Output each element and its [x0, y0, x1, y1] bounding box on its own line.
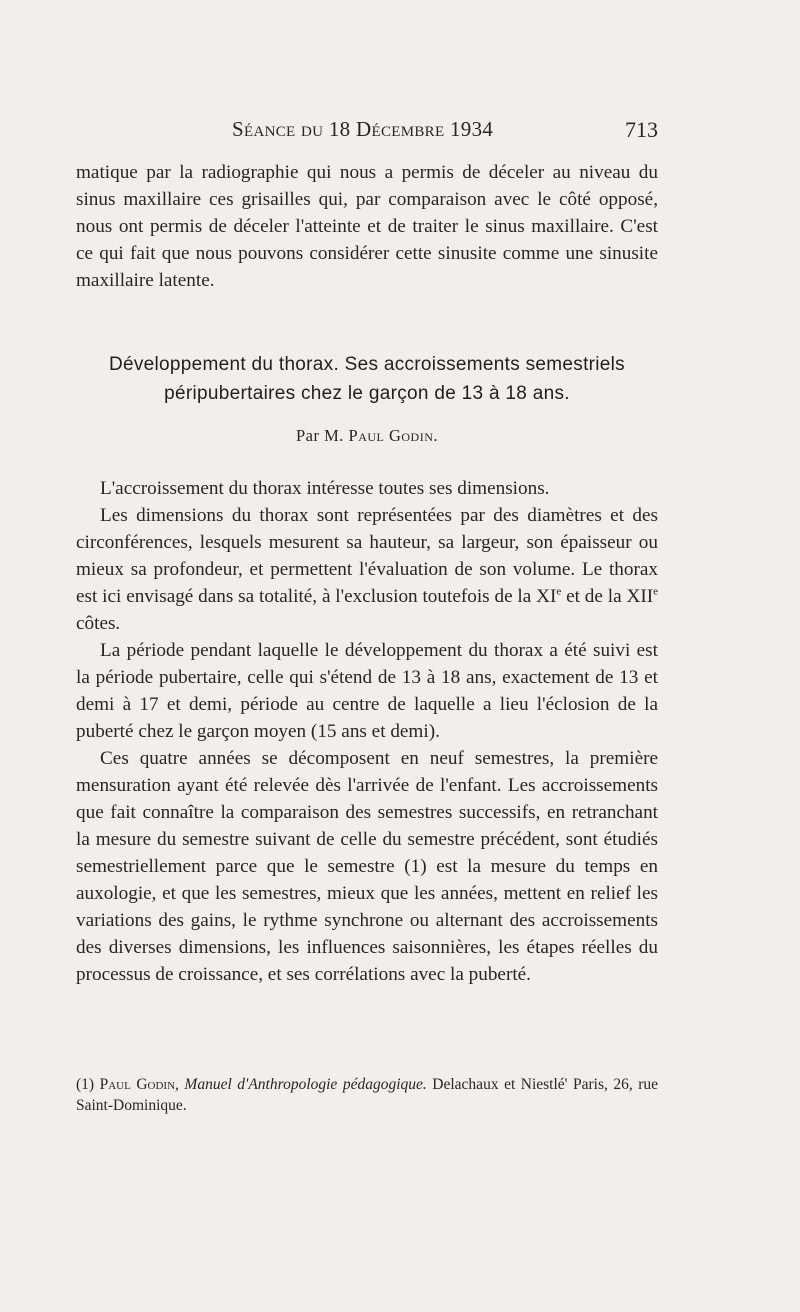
running-title-day: 18 — [328, 117, 351, 141]
superscript-e: e — [556, 585, 562, 598]
article-title-line-1: Développement du thorax. Ses accroissements semestriels — [108, 354, 625, 375]
running-title-month: Décembre — [356, 117, 445, 141]
intro-text-block — [76, 159, 658, 294]
paragraph-2 — [76, 502, 658, 637]
intro-paragraph: matique par la radiographie qui nous a permis de déceler au niveau du sinus maxillaire ces grisailles qui, par comparaison avec le côté opposé, nous ont permis de déceler l'atteinte et de traiter le sinus maxillaire. C'est ce qui fait que nous pouvons considérer cette sinusite comme une sinusite maxillaire latente. — [76, 162, 658, 291]
paragraph-2-part-c: côtes. — [76, 613, 121, 634]
article-title — [76, 350, 658, 408]
footnote — [76, 1074, 658, 1116]
paragraph-2-part-b: et de la XII — [561, 586, 654, 607]
paragraph-2-part-a: Les dimensions du thorax sont représentées par des diamètres et des circonférences, lesquels mesurent sa hauteur, sa largeur, son épaisseur ou mieux sa profondeur, et permettent l'évaluation de son volume. Le thorax est ici envisagé dans sa totalité, à l'exclusion toutefois de la XI — [76, 505, 658, 607]
paragraph-1: L'accroissement du thorax intéresse toutes ses dimensions. — [100, 478, 550, 499]
paragraph-4: Ces quatre années se décomposent en neuf semestres, la première mensuration ayant été relevée dès l'arrivée de l'enfant. Les accroissements que fait connaître la comparaison des semestres successifs, en retranchant la mesure du semestre suivant de celle du semestre précédent, sont étudiés semestriellement parce que le semestre (1) est la mesure du temps en auxologie, et que les semestres, mieux que les années, mettent en relief les variations des gains, le rythme synchrone ou alternant des accroissements des diverses dimensions, les influences saisonnières, les étapes réelles du processus de croissance, et ses corrélations avec la puberté. — [76, 748, 658, 985]
author-prefix: Par M. — [295, 426, 344, 445]
article-title-line-2: péripubertaires chez le garçon de 13 à 18 ans. — [164, 383, 570, 404]
running-header — [232, 117, 658, 145]
author-name: Paul Godin. — [348, 426, 439, 445]
article-author — [76, 426, 658, 446]
footnote-publisher: Delachaux et Niestlé' Paris, 26, rue Saint-Dominique. — [76, 1076, 659, 1114]
footnote-marker: (1) — [76, 1076, 95, 1093]
running-title-year: 1934 — [450, 117, 494, 141]
running-title-prefix: Séance du — [232, 117, 324, 141]
running-title — [232, 117, 493, 142]
footnote-book-title: Manuel d'Anthropologie pédagogique. — [184, 1076, 427, 1093]
footnote-author: Paul Godin, — [99, 1076, 179, 1093]
page-number: 713 — [625, 117, 658, 142]
article-body — [76, 475, 658, 988]
superscript-e: e — [653, 585, 658, 598]
paragraph-3: La période pendant laquelle le développement du thorax a été suivi est la période pubertaire, celle qui s'étend de 13 à 18 ans, exactement de 13 et demi à 17 et demi, période au centre de laquelle a lieu l'éclosion de la puberté chez le garçon moyen (15 ans et demi). — [76, 640, 658, 742]
